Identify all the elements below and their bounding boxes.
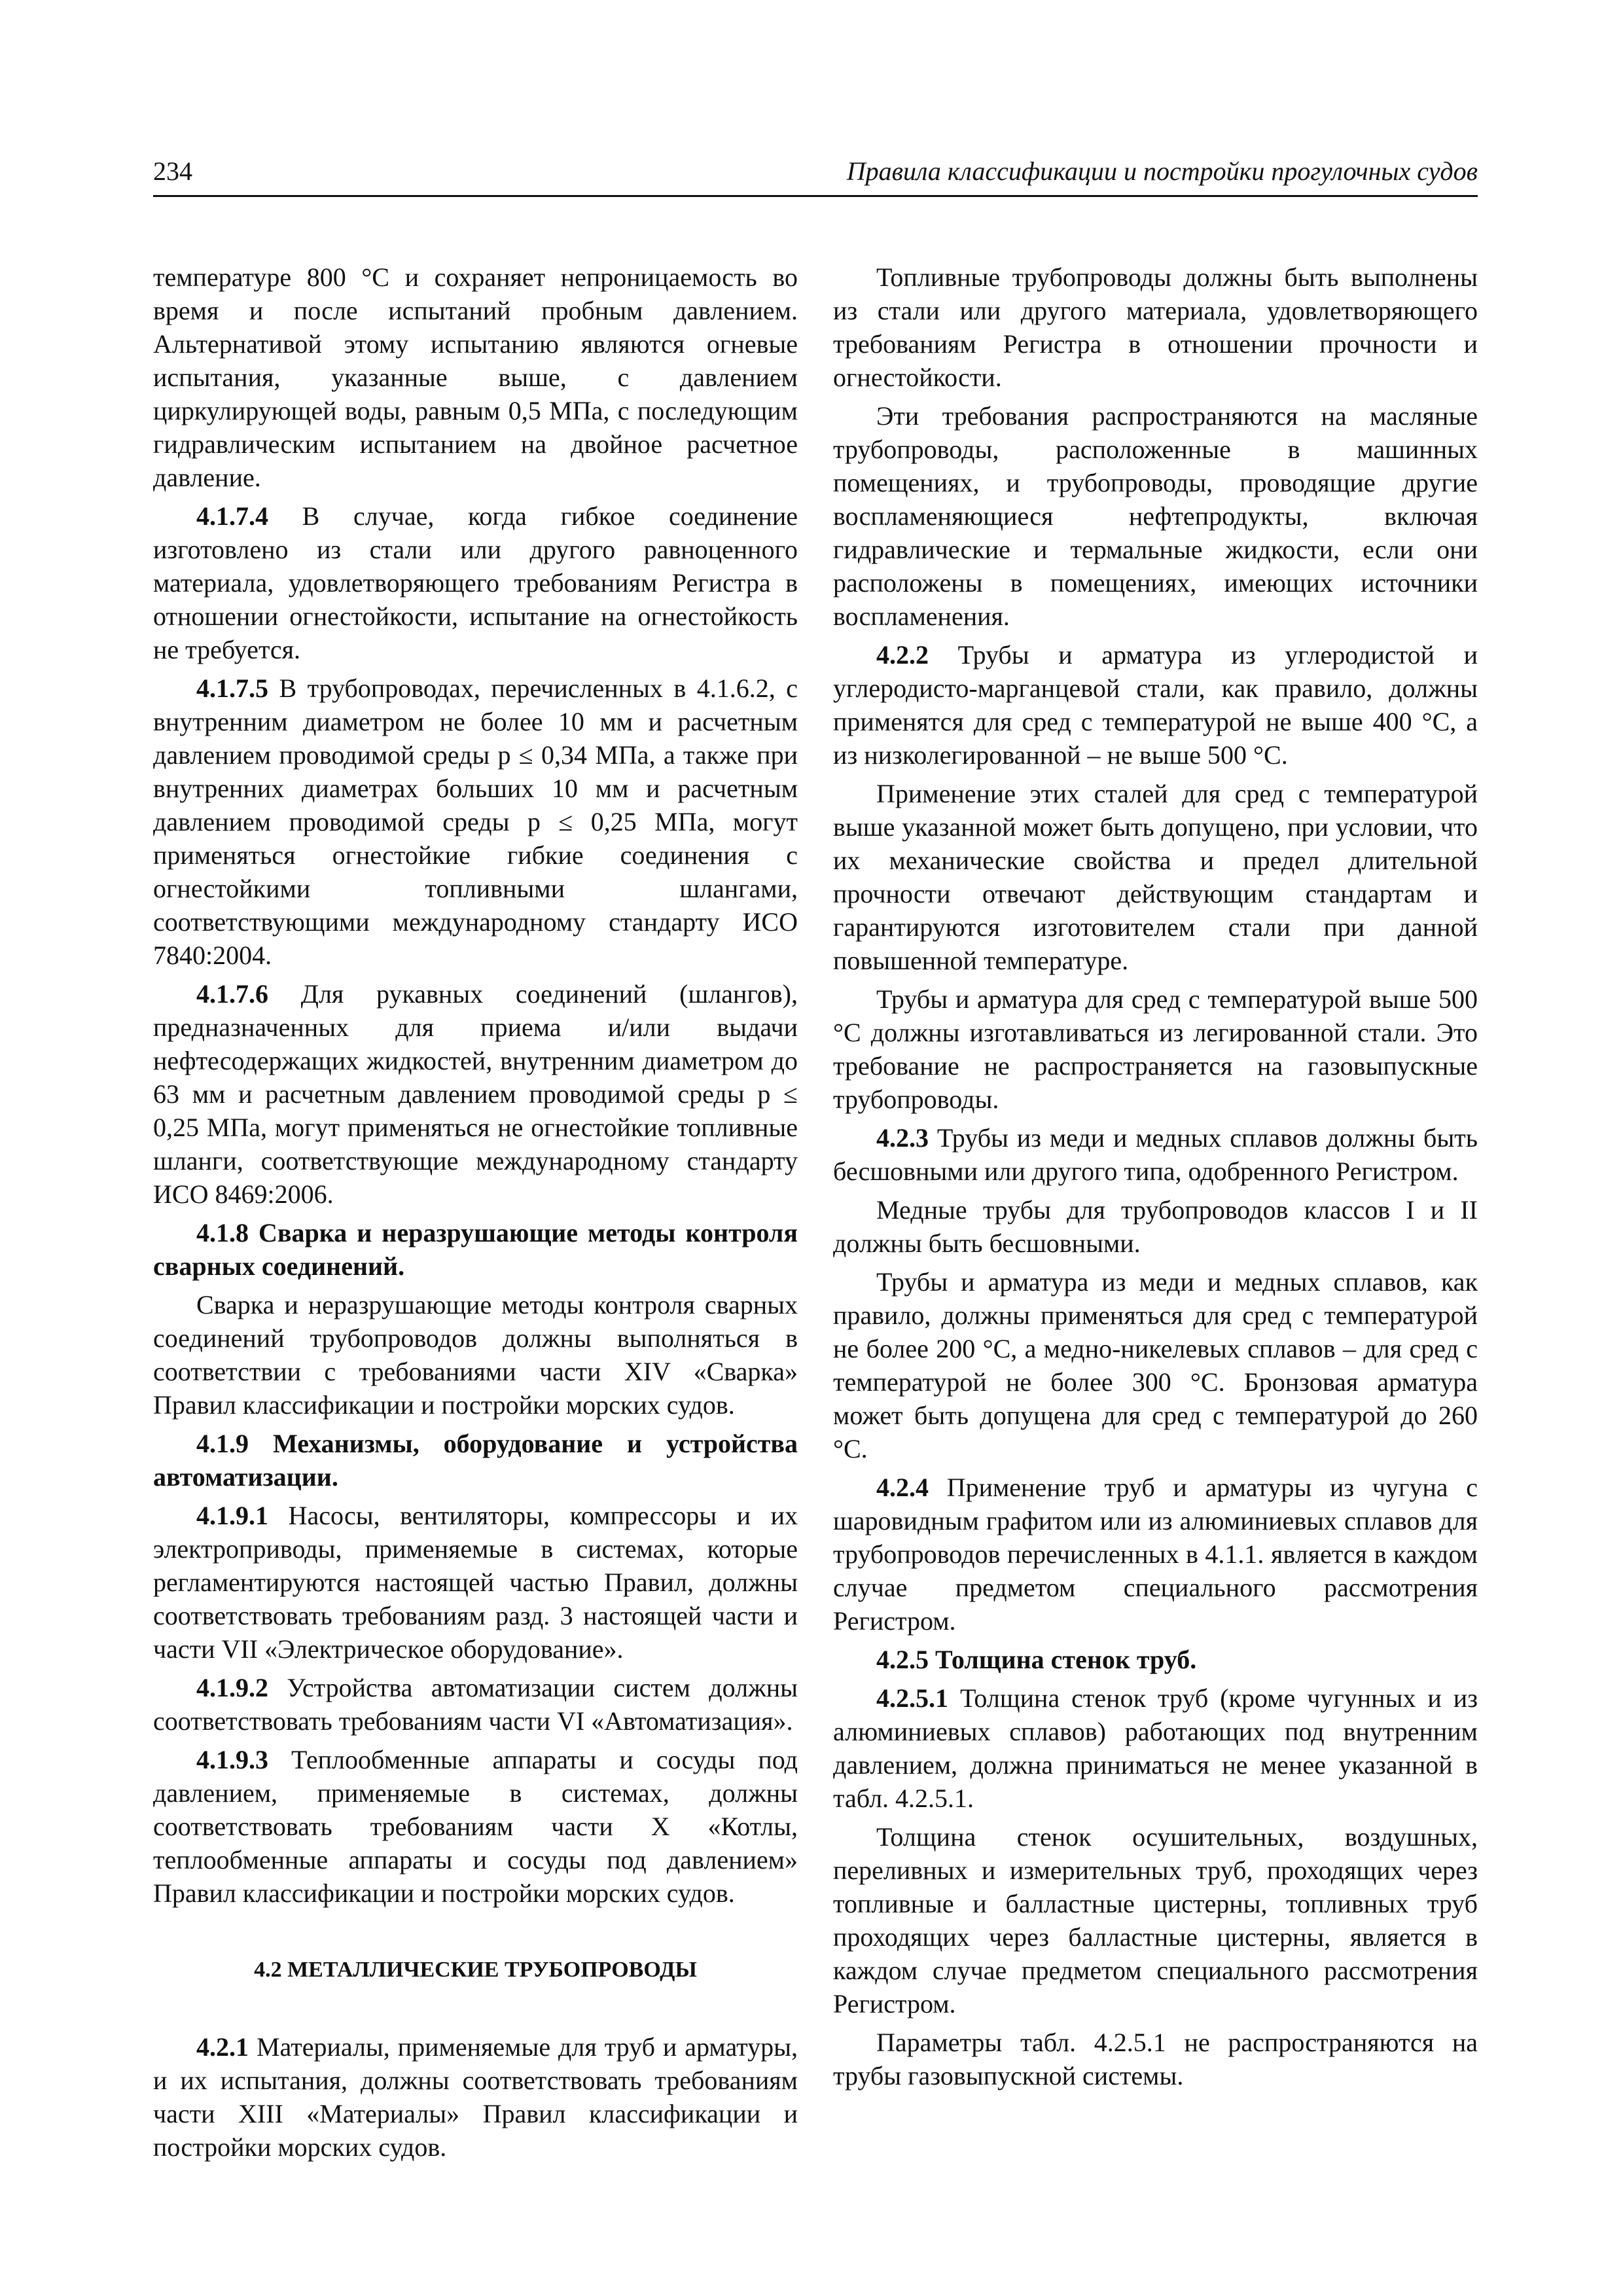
subsection-heading-4-1-8	[153, 1216, 798, 1283]
left-column	[153, 260, 798, 2164]
clause-number: 4.1.7.4	[196, 501, 268, 531]
clause-number: 4.2.1	[196, 2032, 249, 2062]
right-column	[833, 260, 1478, 2092]
paragraph: Толщина стенок осушительных, воздушных, переливных и измерительных труб, проходящих через топливные и балластные цистерны, топливных труб проходящих через балластные цистерны, является в каждом случае предметом специального рассмотрения Регистром.	[833, 1822, 1478, 2018]
paragraph-4-1-9-1	[153, 1499, 798, 1666]
clause-number: 4.2.4	[876, 1473, 929, 1502]
paragraph-4-1-7-5	[153, 672, 798, 972]
subsection-heading-4-2-5	[833, 1643, 1478, 1676]
paragraph-text: Материалы, применяемые для труб и арматуры, и их испытания, должны соответствовать требованиям части XIII «Материалы» Правил классификации и постройки морских судов.	[153, 2032, 798, 2162]
paragraph: Трубы и арматура для сред с температурой выше 500 °С должны изготавливаться из легированной стали. Это требование не распространяется на газовыпускные трубопроводы.	[833, 984, 1478, 1114]
clause-number: 4.1.7.5	[196, 673, 268, 703]
clause-number: 4.2.3	[876, 1123, 929, 1153]
clause-number: 4.1.9.2	[196, 1673, 268, 1702]
paragraph: Эти требования распространяются на масляные трубопроводы, расположенные в машинных помещениях, и трубопроводы, проводящие другие воспламеняющиеся нефтепродукты, включая гидравлические и термальные жидкости, если они расположены в помещениях, имеющих источники воспламенения.	[833, 401, 1478, 631]
paragraph-text: Устройства автоматизации систем должны соответствовать требованиям части VI «Автоматизация».	[153, 1673, 798, 1736]
running-title: Правила классификации и постройки прогулочных судов	[846, 156, 1478, 186]
subsection-heading-4-1-9	[153, 1427, 798, 1494]
paragraph-4-2-1	[153, 2030, 798, 2164]
paragraph-4-2-3	[833, 1121, 1478, 1188]
page-number: 234	[153, 156, 192, 186]
heading-text: 4.1.8 Сварка и неразрушающие методы контроля сварных соединений.	[153, 1218, 798, 1281]
paragraph: Трубы и арматура из меди и медных сплавов, как правило, должны применяться для сред с температурой не более 200 °С, а медно-никелевых сплавов – для сред с температурой не более 300 °С. Бронзовая арматура может быть допущена для сред с температурой до 260 °С.	[833, 1267, 1478, 1463]
paragraph-4-2-5-1	[833, 1681, 1478, 1815]
paragraph-text: Трубы и арматура из углеродистой и углеродисто-марганцевой стали, как правило, должны применятся для сред с температурой не выше 400 °С, а из низколегированной – не выше 500 °С.	[833, 640, 1478, 770]
clause-number: 4.1.7.6	[196, 979, 268, 1009]
paragraph-4-2-4	[833, 1471, 1478, 1638]
clause-number: 4.2.2	[876, 640, 929, 670]
paragraph: температуре 800 °С и сохраняет непроницаемость во время и после испытаний пробным давлением. Альтернативой этому испытанию являются огневые испытания, указанные выше, с давлением циркулирующей воды, равным 0,5 МПа, с последующим гидравлическим испытанием на двойное расчетное давление.	[153, 262, 798, 492]
paragraph-text: Толщина стенок труб (кроме чугунных и из алюминиевых сплавов) работающих под внутренним давлением, должна приниматься не менее указанной в табл. 4.2.5.1.	[833, 1683, 1478, 1813]
paragraph-4-2-2	[833, 638, 1478, 772]
clause-number: 4.1.9.1	[196, 1501, 268, 1530]
paragraph-4-1-9-3	[153, 1743, 798, 1910]
paragraph-text: В случае, когда гибкое соединение изготовлено из стали или другого равноценного материала, удовлетворяющего требованиям Регистра в отношении огнестойкости, испытание на огнестойкость не требуется.	[153, 501, 798, 664]
paragraph: Топливные трубопроводы должны быть выполнены из стали или другого материала, удовлетворяющего требованиям Регистра в отношении прочности и огнестойкости.	[833, 262, 1478, 392]
paragraph-text: Для рукавных соединений (шлангов), предназначенных для приема и/или выдачи нефтесодержащих жидкостей, внутренним диаметром до 63 мм и расчетным давлением проводимой среды p ≤ 0,25 МПа, могут применяться не огнестойкие топливные шланги, соответствующие международному стандарту ИСО 8469:2006.	[153, 979, 798, 1209]
paragraph-text: Применение труб и арматуры из чугуна с шаровидным графитом или из алюминиевых сплавов для трубопроводов перечисленных в 4.1.1. является в каждом случае предметом специального рассмотрения Регистром.	[833, 1473, 1478, 1636]
clause-number: 4.2.5.1	[876, 1683, 948, 1713]
paragraph-text: Трубы из меди и медных сплавов должны быть бесшовными или другого типа, одобренного Регистром.	[833, 1123, 1478, 1186]
paragraph-4-1-7-6	[153, 977, 798, 1211]
paragraph-text: В трубопроводах, перечисленных в 4.1.6.2, с внутренним диаметром не более 10 мм и расчетным давлением проводимой среды p ≤ 0,34 МПа, а также при внутренних диаметрах больших 10 мм и расчетным давлением проводимой среды p ≤ 0,25 МПа, могут применяться огнестойкие гибкие соединения с огнестойкими топливными шлангами, соответствующими международному стандарту ИСО 7840:2004.	[153, 673, 798, 970]
paragraph: Медные трубы для трубопроводов классов I и II должны быть бесшовными.	[833, 1195, 1478, 1258]
paragraph-4-1-7-4	[153, 499, 798, 666]
paragraph-text: Теплообменные аппараты и сосуды под давлением, применяемые в системах, должны соответствовать требованиям части X «Котлы, теплообменные аппараты и сосуды под давлением» Правил классификации и постройки морских судов.	[153, 1745, 798, 1908]
section-heading-4-2: 4.2 МЕТАЛЛИЧЕСКИЕ ТРУБОПРОВОДЫ	[254, 1958, 697, 1982]
paragraph-4-1-9-2	[153, 1671, 798, 1738]
heading-text: 4.2.5 Толщина стенок труб.	[876, 1645, 1197, 1674]
running-header	[153, 156, 1478, 197]
clause-number: 4.1.9.3	[196, 1745, 268, 1774]
paragraph: Применение этих сталей для сред с температурой выше указанной может быть допущено, при условии, что их механические свойства и предел длительной прочности отвечают действующим стандартам и гарантируются изготовителем стали при данной повышенной температуре.	[833, 779, 1478, 975]
paragraph-text: Насосы, вентиляторы, компрессоры и их электроприводы, применяемые в системах, которые регламентируются настоящей частью Правил, должны соответствовать требованиям разд. 3 настоящей части и части VII «Электрическое оборудование».	[153, 1501, 798, 1664]
paragraph: Параметры табл. 4.2.5.1 не распространяются на трубы газовыпускной системы.	[833, 2028, 1478, 2090]
heading-text: 4.1.9 Механизмы, оборудование и устройства автоматизации.	[153, 1429, 798, 1492]
paragraph: Сварка и неразрушающие методы контроля сварных соединений трубопроводов должны выполняться в соответствии с требованиями части XIV «Сварка» Правил классификации и постройки морских судов.	[153, 1290, 798, 1420]
